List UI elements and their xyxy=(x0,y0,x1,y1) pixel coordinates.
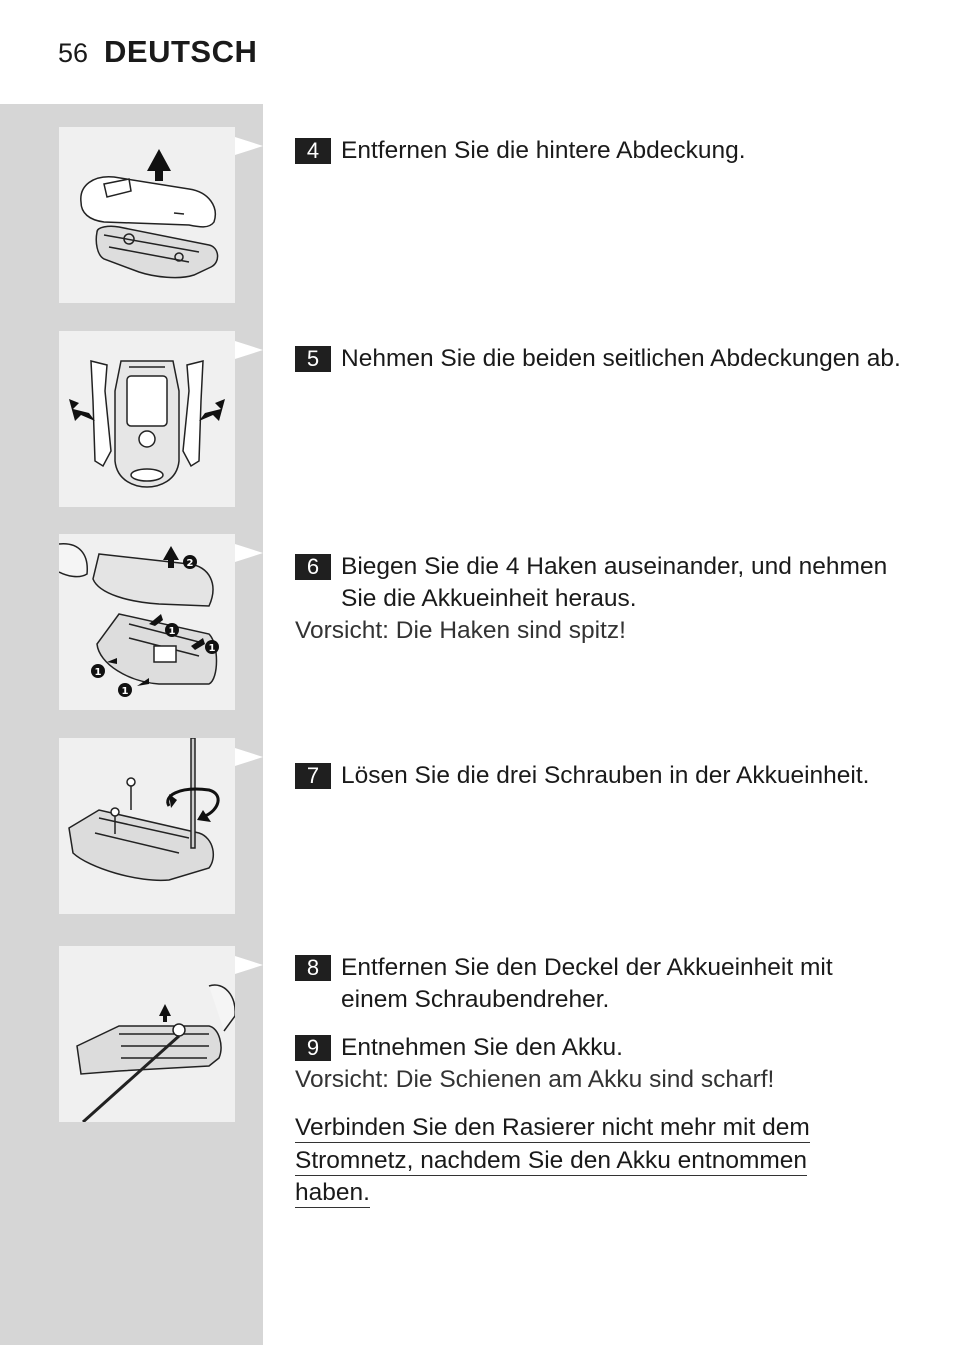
step-number-badge: 5 xyxy=(295,346,331,372)
battery-cover-screwdriver-icon xyxy=(59,946,235,1122)
illustration-bend-hooks xyxy=(59,534,235,710)
page-number: 56 xyxy=(58,38,89,68)
shaver-side-covers-icon xyxy=(59,331,235,507)
illustration-remove-back-cover xyxy=(59,127,235,303)
svg-text:1: 1 xyxy=(94,667,102,678)
battery-unit-hooks-icon xyxy=(59,534,235,710)
warning-line-3: haben. xyxy=(295,1179,370,1206)
illustration-remove-battery-cover xyxy=(59,946,235,1122)
step-9 xyxy=(295,1032,905,1096)
step-8 xyxy=(295,952,905,1016)
shaver-back-cover-icon xyxy=(59,127,235,303)
step-number-badge: 7 xyxy=(295,763,331,789)
svg-text:1: 1 xyxy=(121,686,129,697)
step-number-badge: 4 xyxy=(295,138,331,164)
step-number-badge: 9 xyxy=(295,1035,331,1061)
section-title: DEUTSCH xyxy=(104,34,258,69)
screwdriver-screws-icon xyxy=(59,738,235,914)
step-7 xyxy=(295,760,905,792)
caution-note: Vorsicht: Die Schienen am Akku sind scharf! xyxy=(295,1066,775,1093)
page-header xyxy=(58,34,257,74)
step-number-badge: 6 xyxy=(295,554,331,580)
step-5 xyxy=(295,343,905,375)
warning-note xyxy=(295,1112,875,1210)
illustration-remove-side-covers xyxy=(59,331,235,507)
svg-text:1: 1 xyxy=(168,626,176,637)
warning-line-1: Verbinden Sie den Rasierer nicht mehr mit dem xyxy=(295,1114,810,1141)
step-text: Entfernen Sie die hintere Abdeckung. xyxy=(341,137,746,164)
svg-text:1: 1 xyxy=(208,643,216,654)
warning-line-2: Stromnetz, nachdem Sie den Akku entnommen xyxy=(295,1146,808,1174)
step-text: Lösen Sie die drei Schrauben in der Akkueinheit. xyxy=(341,762,870,789)
caution-note: Vorsicht: Die Haken sind spitz! xyxy=(295,617,626,644)
step-text: Nehmen Sie die beiden seitlichen Abdeckungen ab. xyxy=(341,345,901,372)
step-text: Biegen Sie die 4 Haken auseinander, und nehmen Sie die Akkueinheit heraus. xyxy=(341,553,888,612)
marker-2: 2 xyxy=(186,558,194,569)
step-text: Entnehmen Sie den Akku. xyxy=(341,1034,623,1061)
step-text: Entfernen Sie den Deckel der Akkueinheit mit einem Schraubendreher. xyxy=(341,954,833,1013)
step-4 xyxy=(295,135,905,167)
illustration-loosen-screws xyxy=(59,738,235,914)
step-number-badge: 8 xyxy=(295,955,331,981)
step-6 xyxy=(295,551,905,647)
